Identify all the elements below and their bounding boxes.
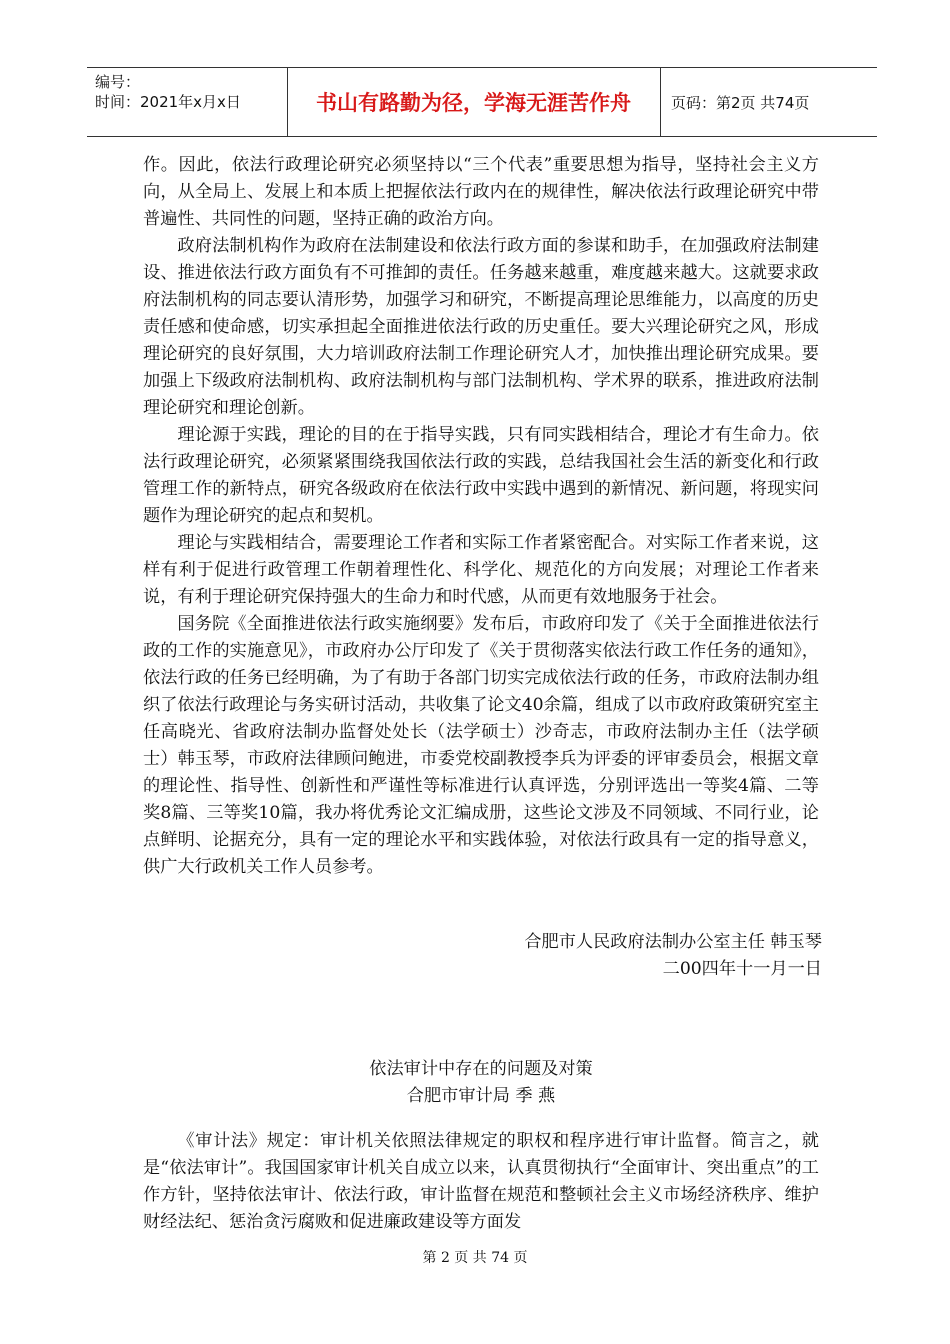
number-label: 编号：: [95, 73, 141, 91]
header-table: [87, 67, 877, 137]
signature-author: 合肥市人民政府法制办公室主任 韩玉琴: [524, 932, 822, 952]
header-motto: 书山有路勤为径，学海无涯苦作舟: [316, 91, 631, 115]
header-divider: [660, 68, 661, 136]
article-title: 依法审计中存在的问题及对策: [369, 1059, 593, 1079]
header-page-info: 页码：第2页 共74页: [671, 93, 810, 112]
header-meta: [87, 68, 287, 136]
paragraph: 理论与实践相结合，需要理论工作者和实际工作者紧密配合。对实际工作者来说，这样有利于促进行政管理工作朝着理性化、科学化、规范化的方向发展；对理论工作者来说，有利于理论研究保持强大的生命力和时代感，从而更有效地服务于社会。: [143, 533, 819, 607]
signature-date: 二00四年十一月一日: [662, 959, 822, 979]
paragraph: 国务院《全面推进依法行政实施纲要》发布后，市政府印发了《关于全面推进依法行政的工作的实施意见》，市政府办公厅印发了《关于贯彻落实依法行政工作任务的通知》，依法行政的任务已经明确，为了有助于各部门切实完成依法行政的任务，市政府法制办组织了依法行政理论与务实研讨活动，共收集了论文40余篇，组成了以市政府政策研究室主任高晓光、省政府法制办监督处处长（法学硕士）沙奇志，市政府法制办主任（法学硕士）韩玉琴，市政府法律顾问鲍进，市委党校副教授李兵为评委的评审委员会，根据文章的理论性、指导性、创新性和严谨性等标准进行认真评选，分别评选出一等奖4篇、二等奖8篇、三等奖10篇，我办将优秀论文汇编成册，这些论文涉及不同领域、不同行业，论点鲜明、论据充分，具有一定的理论水平和实践体验，对依法行政具有一定的指导意义，供广大行政机关工作人员参考。: [143, 614, 819, 877]
paragraph: 作。因此，依法行政理论研究必须坚持以“三个代表”重要思想为指导，坚持社会主义方向，从全局上、发展上和本质上把握依法行政内在的规律性，解决依法行政理论研究中带普遍性、共同性的问题，坚持正确的政治方向。: [143, 155, 819, 229]
article-byline: 合肥市审计局 季 燕: [406, 1086, 556, 1106]
paragraph: 《审计法》规定：审计机关依照法律规定的职权和程序进行审计监督。简言之，就是“依法审计”。我国国家审计机关自成立以来，认真贯彻执行“全面审计、突出重点”的工作方针，坚持依法审计、依法行政，审计监督在规范和整顿社会主义市场经济秩序、维护财经法纪、惩治贪污腐败和促进廉政建设等方面发: [143, 1131, 819, 1232]
time-label: 时间：2021年x月x日: [95, 93, 241, 111]
article-body: [143, 1128, 819, 1236]
body-text: [143, 152, 819, 881]
paragraph: 理论源于实践，理论的目的在于指导实践，只有同实践相结合，理论才有生命力。依法行政理论研究，必须紧紧围绕我国依法行政的实践，总结我国社会生活的新变化和行政管理工作的新特点，研究各级政府在依法行政中实践中遇到的新情况、新问题，将现实问题作为理论研究的起点和契机。: [143, 425, 819, 526]
paragraph: 政府法制机构作为政府在法制建设和依法行政方面的参谋和助手，在加强政府法制建设、推进依法行政方面负有不可推卸的责任。任务越来越重，难度越来越大。这就要求政府法制机构的同志要认清形势，加强学习和研究，不断提高理论思维能力，以高度的历史责任感和使命感，切实承担起全面推进依法行政的历史重任。要大兴理论研究之风，形成理论研究的良好氛围，大力培训政府法制工作理论研究人才，加快推出理论研究成果。要加强上下级政府法制机构、政府法制机构与部门法制机构、学术界的联系，推进政府法制理论研究和理论创新。: [143, 236, 819, 418]
page-footer: 第 2 页 共 74 页: [422, 1250, 528, 1266]
